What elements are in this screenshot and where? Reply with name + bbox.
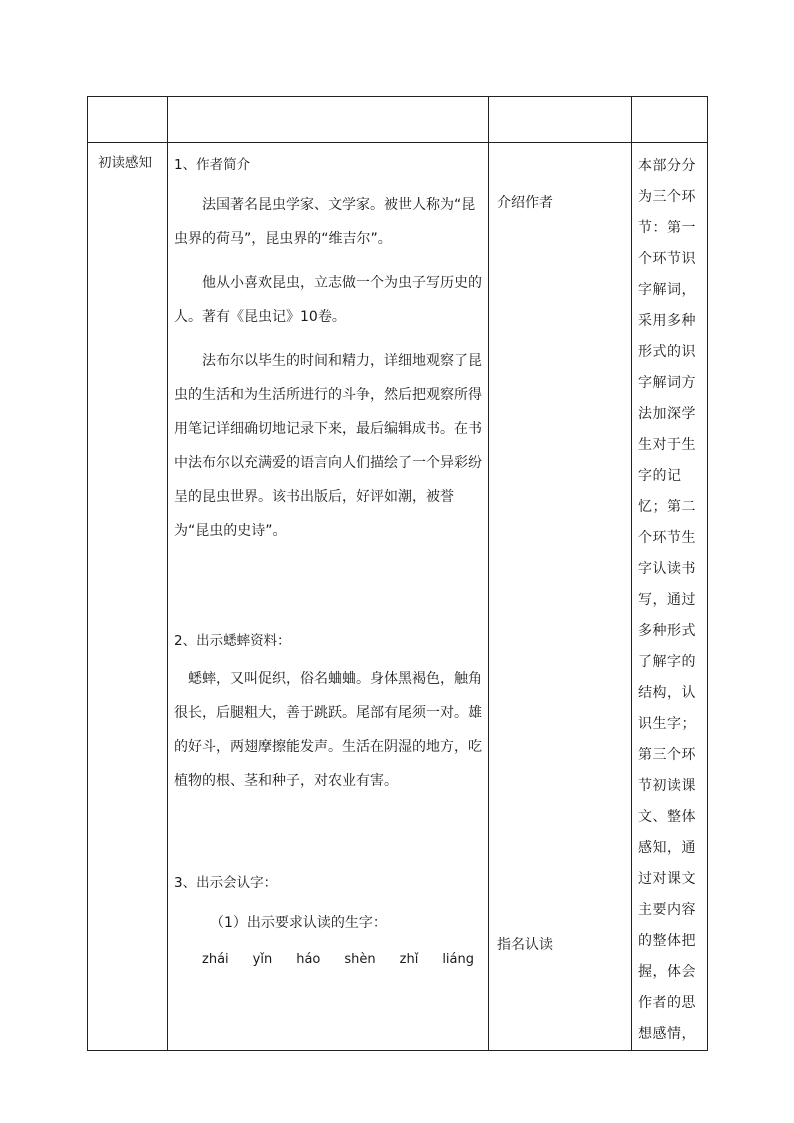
header-cell-1 [88, 97, 168, 143]
header-cell-3 [489, 97, 632, 143]
activity-introduce-author: 介绍作者 [497, 195, 553, 211]
header-cell-2 [168, 97, 489, 143]
table-header-row [88, 97, 708, 143]
header-cell-4 [632, 97, 708, 143]
stage-label: 初读感知 [98, 155, 152, 171]
author-intro-paragraph-3: 法布尔以毕生的时间和精力，详细地观察了昆虫的生活和为生活所进行的斗争，然后把观察所得用笔记详细确切地记录下来，最后编辑成书。在书中法布尔以充满爱的语言向人们描绘了一个异彩纷呈的昆虫世界。该书出版后，好评如潮，被誉为“昆虫的史诗”。 [174, 353, 482, 539]
author-intro-paragraph-1: 法国著名昆虫学家、文学家。被世人称为“昆虫界的荷马”，昆虫界的“维吉尔”。 [174, 197, 476, 247]
pinyin-item: liáng [442, 952, 474, 967]
section-2-heading: 2、出示蟋蟀资料： [174, 633, 291, 649]
author-intro-paragraph-2: 他从小喜欢昆虫，立志做一个为虫子写历史的人。著有《昆虫记》10卷。 [174, 275, 482, 325]
activity-cell [489, 143, 632, 1051]
section-1-heading: 1、作者简介 [174, 157, 251, 173]
activity-name-reading: 指名认读 [497, 937, 553, 953]
pinyin-item: zhǐ [399, 952, 419, 967]
section-3-subheading: （1）出示要求认读的生字： [210, 915, 387, 931]
pinyin-item: háo [296, 952, 321, 967]
note-cell [632, 143, 708, 1051]
cricket-paragraph: 蟋蟀，又叫促织，俗名蛐蛐。身体黑褐色，触角很长，后腿粗大，善于跳跃。尾部有尾须一对。雄的好斗，两翅摩擦能发声。生活在阴湿的地方，吃植物的根、茎和种子，对农业有害。 [174, 671, 482, 789]
design-note: 本部分分为三个环节：第一个环节识字解词，采用多种形式的识字解词方法加深学生对于生字的记忆；第二个环节生字认读书写，通过多种形式了解字的结构，认识生字；第三个环节初读课文、整体感知，通过对课文主要内容的整体把握，体会作者的思想感情， [638, 158, 696, 1042]
pinyin-item: yǐn [252, 952, 273, 967]
pinyin-item: shèn [344, 952, 376, 967]
pinyin-item: zhái [202, 952, 229, 967]
pinyin-row [174, 952, 482, 967]
section-3-heading: 3、出示会认字： [174, 875, 278, 891]
table-row [88, 143, 708, 1051]
content-cell [168, 143, 489, 1051]
stage-cell [88, 143, 168, 1051]
lesson-plan-table [87, 96, 708, 1051]
